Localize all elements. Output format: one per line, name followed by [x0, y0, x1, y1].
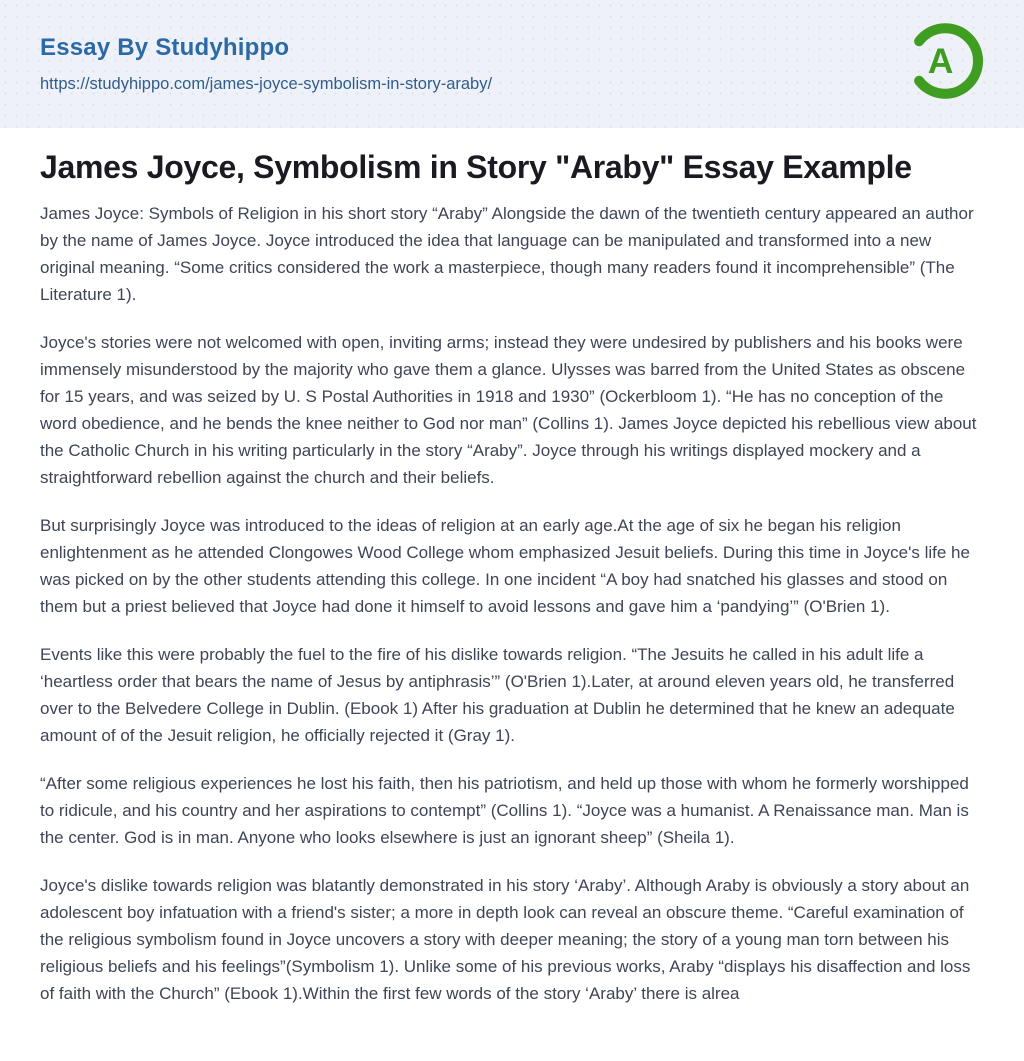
essay-title: James Joyce, Symbolism in Story "Araby" Essay Example [40, 149, 912, 185]
essay-paragraph-1: James Joyce: Symbols of Religion in his short story “Araby” Alongside the dawn of the twentieth century appeared an author by the name of James Joyce. Joyce introduced the idea that language can be manipulated and transformed into a new original meaning. “Some critics considered the work a masterpiece, though many readers found it incomprehensible” (The Literature 1). [40, 204, 974, 304]
essay-paragraph-6: Joyce's dislike towards religion was blatantly demonstrated in his story ‘Araby’. Although Araby is obviously a story about an adolescent boy infatuation with a friend's sister; a more in depth look can reveal an obscure theme. “Careful examination of the religious symbolism found in Joyce uncovers a story with deeper meaning; the story of a young man torn between his religious beliefs and his feelings”(Symbolism 1). Unlike some of his previous works, Araby “displays his disaffection and loss of faith with the Church” (Ebook 1).Within the first few words of the story ‘Araby’ there is alrea [40, 876, 971, 1003]
essay-article [0, 149, 1024, 1007]
page-header [0, 0, 1024, 128]
essay-paragraph-3: But surprisingly Joyce was introduced to the ideas of religion at an early age.At the age of six he began his religion enlightenment as he attended Clongowes Wood College whom emphasized Jesuit beliefs. During this time in Joyce's life he was picked on by the other students attending this college. In one incident “A boy had snatched his glasses and stood on them but a priest believed that Joyce had done it himself to avoid lessons and gave him a ‘pandying’” (O'Brien 1). [40, 516, 970, 616]
studyhippo-logo[interactable] [902, 19, 986, 103]
essay-url-link[interactable]: https://studyhippo.com/james-joyce-symbolism-in-story-araby/ [40, 75, 493, 93]
header-text-block [40, 34, 492, 94]
essay-paragraph-2: Joyce's stories were not welcomed with open, inviting arms; instead they were undesired by publishers and his books were immensely misunderstood by the majority who gave them a glance. Ulysses was barred from the United States as obscene for 15 years, and was seized by U. S Postal Authorities in 1918 and 1930” (Ockerbloom 1). “He has no conception of the word obedience, and he bends the knee neither to God nor man” (Collins 1). James Joyce depicted his rebellious view about the Catholic Church in his writing particularly in the story “Araby”. Joyce through his writings displayed mockery and a straightforward rebellion against the church and their beliefs. [40, 333, 977, 487]
essay-paragraph-5: “After some religious experiences he lost his faith, then his patriotism, and held up those with whom he formerly worshipped to ridicule, and his country and her aspirations to contempt” (Collins 1). “Joyce was a humanist. A Renaissance man. Man is the center. God is in man. Anyone who looks elsewhere is just an ignorant sheep” (Sheila 1). [40, 774, 969, 847]
site-title-link[interactable]: Essay By Studyhippo [40, 34, 290, 61]
essay-paragraph-4: Events like this were probably the fuel to the fire of his dislike towards religion. “The Jesuits he called in his adult life a ‘heartless order that bears the name of Jesus by antiphrasis’” (O'Brien 1).Later, at around eleven years old, he transferred over to the Belvedere College in Dublin. (Ebook 1) After his graduation at Dublin he determined that he knew an adequate amount of of the Jesuit religion, he officially rejected it (Gray 1). [40, 645, 955, 745]
logo-letter: A [927, 41, 954, 81]
logo-arc-icon [902, 19, 986, 103]
